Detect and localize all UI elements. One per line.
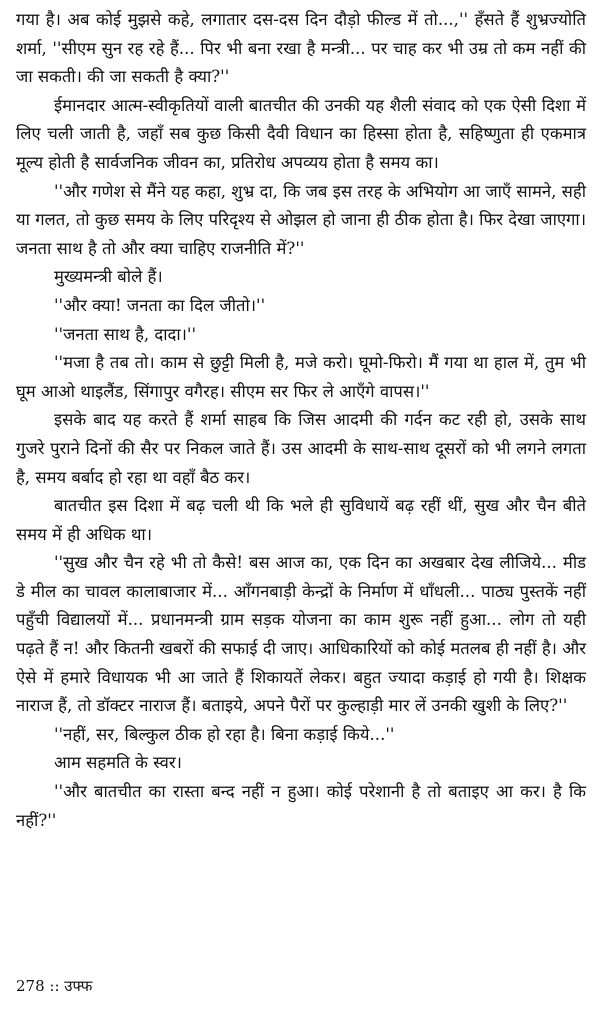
- paragraph: इसके बाद यह करते हैं शर्मा साहब कि जिस आदमी की गर्दन कट रही हो, उसके साथ गुजरे पुराने दिनों की सैर पर निकल जाते हैं। उस आदमी के साथ-साथ दूसरों को भी लगने लगता है, समय बर्बाद हो रहा था वहाँ बैठ कर।: [16, 410, 586, 487]
- paragraph: बातचीत इस दिशा में बढ़ चली थी कि भले ही सुविधायें बढ़ रहीं थीं, सुख और चैन बीते समय में ही अधिक था।: [16, 496, 586, 544]
- paragraph: आम सहमति के स्वर।: [54, 753, 182, 773]
- paragraph: ''सुख और चैन रहे भी तो कैसे! बस आज का, एक दिन का अखबार देख लीजिये... मीड डे मील का चावल कालाबाजार में... आँगनबाड़ी केन्द्रों के निर्माण में धाँधली... पाठ्य पुस्तकें नहीं पहुँची विद्यालयों में... प्रधानमन्त्री ग्राम सड़क योजना का काम शुरू नहीं हुआ... लोग तो यही पढ़ते हैं न! और कितनी खबरों की सफाई दी जाए। आधिकारियों को कोई मतलब ही नहीं है। और ऐसे में हमारे विधायक भी आ जाते हैं शिकायतें लेकर। बहुत ज्यादा कड़ाई हो गयी है। शिक्षक नाराज हैं, तो डॉक्टर नाराज हैं। बताइये, अपने पैरों पर कुल्हाड़ी मार लें उनकी खुशी के लिए?'': [16, 553, 586, 716]
- page-footer: 278 :: उफ्फ: [16, 977, 93, 995]
- paragraph: ''जनता साथ है, दादा।'': [54, 324, 197, 344]
- paragraph: ''और क्या! जनता का दिल जीतो।'': [54, 295, 266, 315]
- paragraph: मुख्यमन्त्री बोले हैं।: [54, 267, 163, 287]
- paragraph: ''और गणेश से मैंने यह कहा, शुभ्र दा, कि जब इस तरह के अभियोग आ जाएँ सामने, सही या गलत, तो कुछ समय के लिए परिदृश्य से ओझल हो जाना ही ठीक होता है। फिर देखा जाएगा। जनता साथ है तो और क्या चाहिए राजनीति में?'': [16, 181, 586, 258]
- body-text: [16, 6, 586, 835]
- paragraph: ''नहीं, सर, बिल्कुल ठीक हो रहा है। बिना कड़ाई किये...'': [54, 724, 395, 744]
- paragraph: ''मजा है तब तो। काम से छुट्टी मिली है, मजे करो। घूमो-फिरो। मैं गया था हाल में, तुम भी घूम आओ थाइलैंड, सिंगापुर वगैरह। सीएम सर फिर ले आएँगे वापस।'': [16, 353, 586, 401]
- paragraph: ''और बातचीत का रास्ता बन्द नहीं न हुआ। कोई परेशानी है तो बताइए आ कर। है कि नहीं?'': [16, 782, 586, 830]
- paragraph: ईमानदार आत्म-स्वीकृतियों वाली बातचीत की उनकी यह शैली संवाद को एक ऐसी दिशा में लिए चली जाती है, जहाँ सब कुछ किसी दैवी विधान का हिस्सा होता है, सहिष्णुता ही एकमात्र मूल्य होती है सार्वजनिक जीवन का, प्रतिरोध अपव्यय होता है समय का।: [16, 95, 586, 172]
- paragraph: गया है। अब कोई मुझसे कहे, लगातार दस-दस दिन दौड़ो फील्ड में तो...,'' हँसते हैं शुभ्रज्योति शर्मा, ''सीएम सुन रह रहे हैं... पिर भी बना रखा है मन्त्री... पर चाह कर भी उम्र तो कम नहीं की जा सकती। की जा सकती है क्या?'': [16, 10, 586, 87]
